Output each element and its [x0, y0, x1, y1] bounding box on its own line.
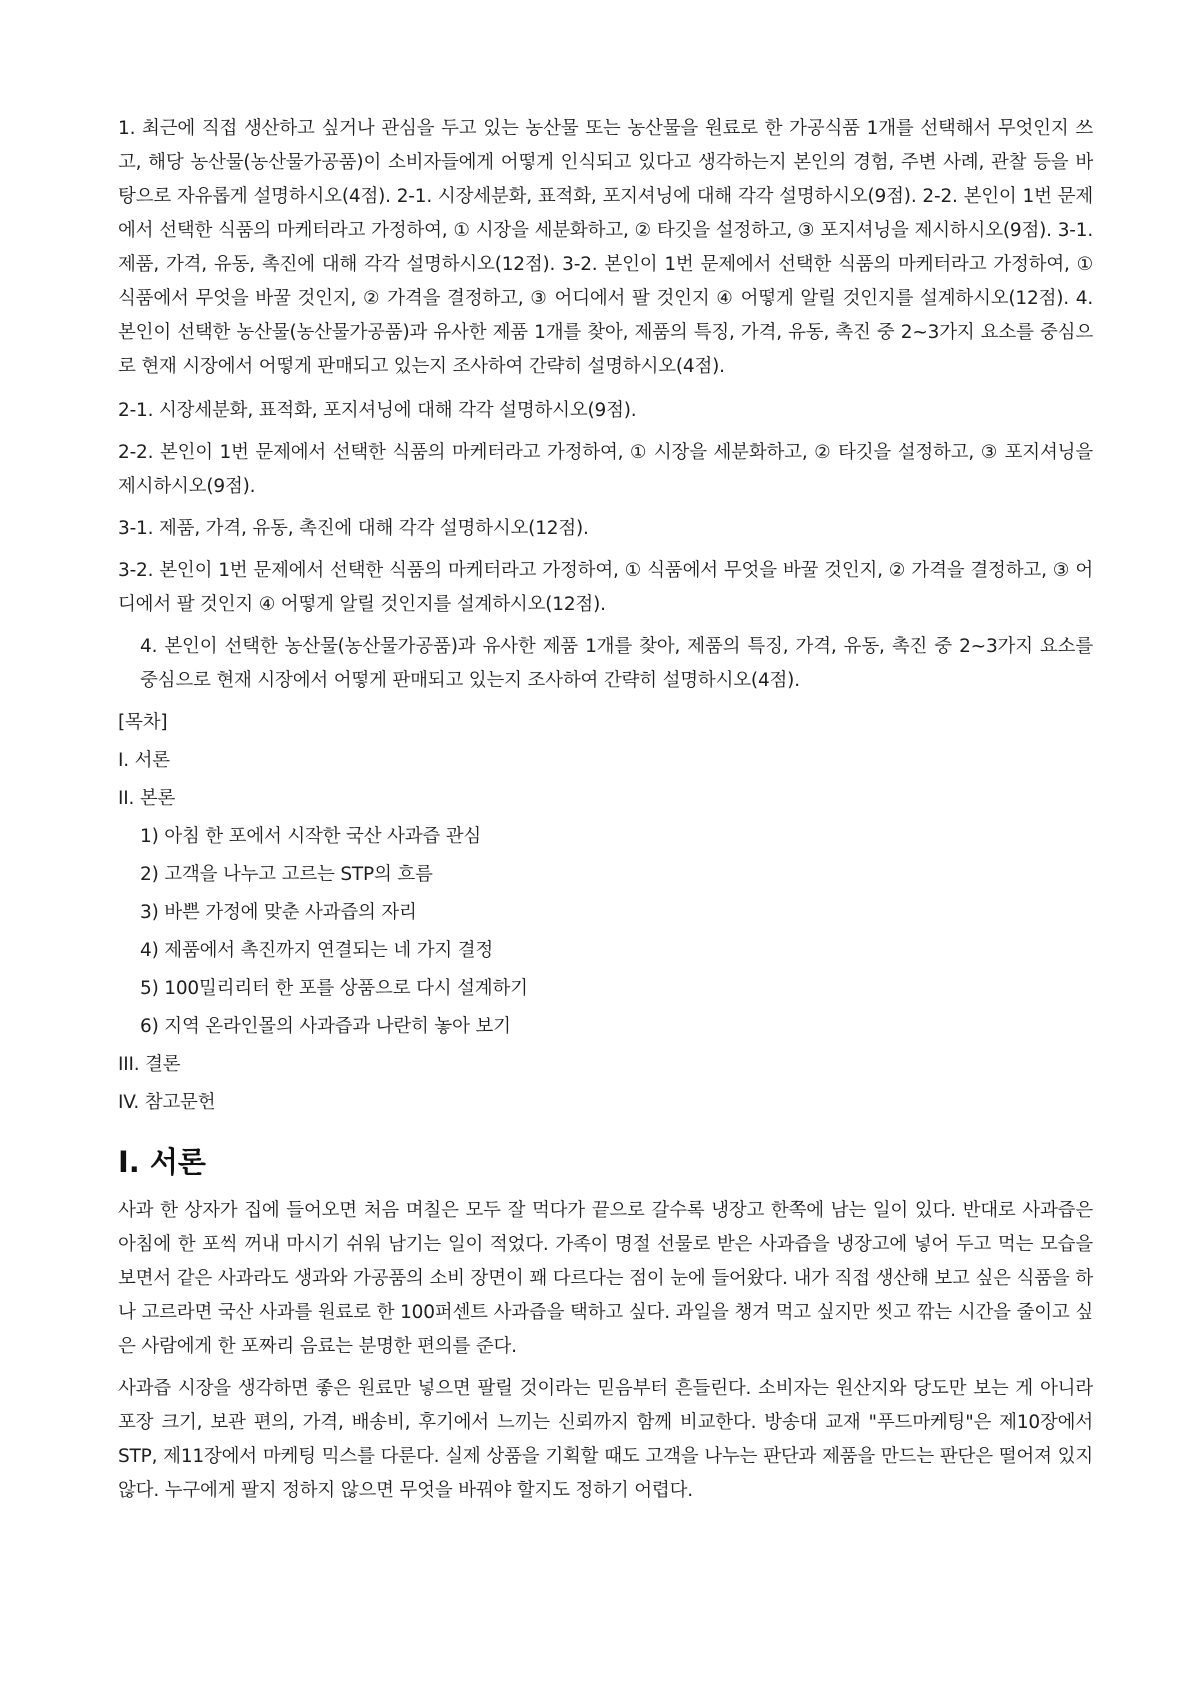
question-2-1: 2-1. 시장세분화, 표적화, 포지셔닝에 대해 각각 설명하시오(9점). [118, 400, 637, 421]
section-title: I. 서론 [118, 1145, 206, 1179]
question-3-2: 3-2. 본인이 1번 문제에서 선택한 식품의 마케터라고 가정하여, ① 식품에서 무엇을 바꿀 것인지, ② 가격을 결정하고, ③ 어디에서 팔 것인지 ④ 어떻게 알릴 것인지를 설계하시오(12점). [118, 560, 1093, 615]
toc-heading: [목차] [118, 712, 168, 733]
toc-item: 3) 바쁜 가정에 맞춘 사과즙의 자리 [140, 902, 417, 923]
body-paragraph: 사과 한 상자가 집에 들어오면 처음 며칠은 모두 잘 먹다가 끝으로 갈수록 냉장고 한쪽에 남는 일이 있다. 반대로 사과즙은 아침에 한 포씩 꺼내 마시기 쉬워 남기는 일이 적었다. 가족이 명절 선물로 받은 사과즙을 냉장고에 넣어 두고 먹는 모습을 보면서 같은 사과라도 생과와 가공품의 소비 장면이 꽤 다르다는 점이 눈에 들어왔다. 내가 직접 생산해 보고 싶은 식품을 하나 고르라면 국산 사과를 원료로 한 100퍼센트 사과즙을 택하고 싶다. 과일을 챙겨 먹고 싶지만 씻고 깎는 시간을 줄이고 싶은 사람에게 한 포짜리 음료는 분명한 편의를 준다. [118, 1200, 1093, 1357]
toc-references: IV. 참고문헌 [118, 1092, 216, 1113]
toc-item: 4) 제품에서 촉진까지 연결되는 네 가지 결정 [140, 940, 494, 961]
toc-item: 6) 지역 온라인몰의 사과즙과 나란히 놓아 보기 [140, 1016, 511, 1037]
question-3-1: 3-1. 제품, 가격, 유동, 촉진에 대해 각각 설명하시오(12점). [118, 518, 589, 539]
document-page [118, 112, 1093, 1516]
question-4: 4. 본인이 선택한 농산물(농산물가공품)과 유사한 제품 1개를 찾아, 제품의 특징, 가격, 유동, 촉진 중 2~3가지 요소를 중심으로 현재 시장에서 어떻게 판매되고 있는지 조사하여 간략히 설명하시오(4점). [140, 636, 1093, 691]
toc-body: II. 본론 [118, 788, 176, 809]
question-2-2: 2-2. 본인이 1번 문제에서 선택한 식품의 마케터라고 가정하여, ① 시장을 세분화하고, ② 타깃을 설정하고, ③ 포지셔닝을 제시하시오(9점). [118, 442, 1093, 497]
table-of-contents [118, 706, 1093, 1120]
body-paragraph: 사과즙 시장을 생각하면 좋은 원료만 넣으면 팔릴 것이라는 믿음부터 흔들린다. 소비자는 원산지와 당도만 보는 게 아니라 포장 크기, 보관 편의, 가격, 배송비, 후기에서 느끼는 신뢰까지 함께 비교한다. 방송대 교재 "푸드마케팅"은 제10장에서 STP, 제11장에서 마케팅 믹스를 다룬다. 실제 상품을 기획할 때도 고객을 나누는 판단과 제품을 만드는 판단은 떨어져 있지 않다. 누구에게 팔지 정하지 않으면 무엇을 바꿔야 할지도 정하기 어렵다. [118, 1378, 1093, 1501]
toc-item: 1) 아침 한 포에서 시작한 국산 사과즙 관심 [140, 826, 482, 847]
toc-item: 5) 100밀리리터 한 포를 상품으로 다시 설계하기 [140, 978, 528, 999]
toc-item: 2) 고객을 나누고 고르는 STP의 흐름 [140, 864, 433, 885]
toc-conclusion: III. 결론 [118, 1054, 181, 1075]
toc-intro: I. 서론 [118, 750, 170, 771]
assignment-prompt: 1. 최근에 직접 생산하고 싶거나 관심을 두고 있는 농산물 또는 농산물을 원료로 한 가공식품 1개를 선택해서 무엇인지 쓰고, 해당 농산물(농산물가공품)이 소비자들에게 어떻게 인식되고 있다고 생각하는지 본인의 경험, 주변 사례, 관찰 등을 바탕으로 자유롭게 설명하시오(4점). 2-1. 시장세분화, 표적화, 포지셔닝에 대해 각각 설명하시오(9점). 2-2. 본인이 1번 문제에서 선택한 식품의 마케터라고 가정하여, ① 시장을 세분화하고, ② 타깃을 설정하고, ③ 포지셔닝을 제시하시오(9점). 3-1. 제품, 가격, 유동, 촉진에 대해 각각 설명하시오(12점). 3-2. 본인이 1번 문제에서 선택한 식품의 마케터라고 가정하여, ① 식품에서 무엇을 바꿀 것인지, ② 가격을 결정하고, ③ 어디에서 팔 것인지 ④ 어떻게 알릴 것인지를 설계하시오(12점). 4. 본인이 선택한 농산물(농산물가공품)과 유사한 제품 1개를 찾아, 제품의 특징, 가격, 유동, 촉진 중 2~3가지 요소를 중심으로 현재 시장에서 어떻게 판매되고 있는지 조사하여 간략히 설명하시오(4점). [118, 118, 1093, 377]
